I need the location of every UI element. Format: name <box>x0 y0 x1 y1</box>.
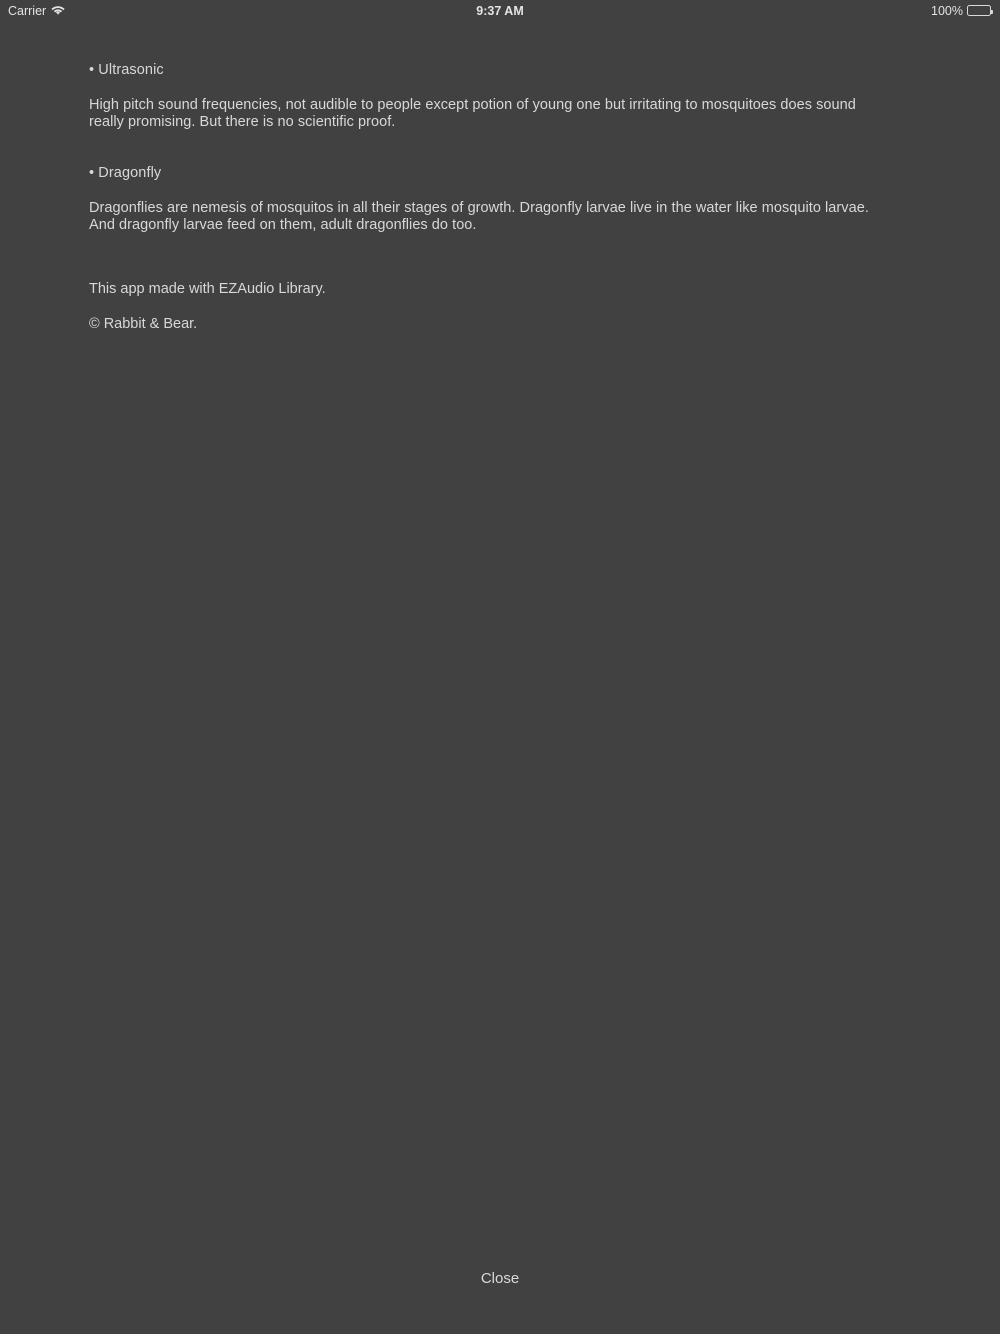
status-bar-time: 9:37 AM <box>476 3 524 18</box>
section-body-ultrasonic: High pitch sound frequencies, not audible to people except potion of young one but irritating to mosquitoes does sound really promising. But there is no scientific proof. <box>89 97 856 130</box>
carrier-label: Carrier <box>8 3 47 18</box>
library-credit-text: This app made with EZAudio Library. <box>89 281 326 297</box>
info-text-content <box>89 62 889 332</box>
section-body-dragonfly: Dragonflies are nemesis of mosquitos in all their stages of growth. Dragonfly larvae live in the water like mosquito larvae. And dragonfly larvae feed on them, adult dragonflies do too. <box>89 200 869 233</box>
section-heading-ultrasonic: • Ultrasonic <box>89 62 164 78</box>
close-button[interactable]: Close <box>0 1270 1000 1287</box>
section-heading-dragonfly: • Dragonfly <box>89 165 162 181</box>
battery-full-icon <box>967 5 991 16</box>
status-bar-right <box>931 4 991 18</box>
battery-percent-label: 100% <box>931 3 963 18</box>
copyright-text: © Rabbit & Bear. <box>89 316 198 332</box>
content-spacer <box>89 268 889 281</box>
status-bar <box>0 0 1000 21</box>
